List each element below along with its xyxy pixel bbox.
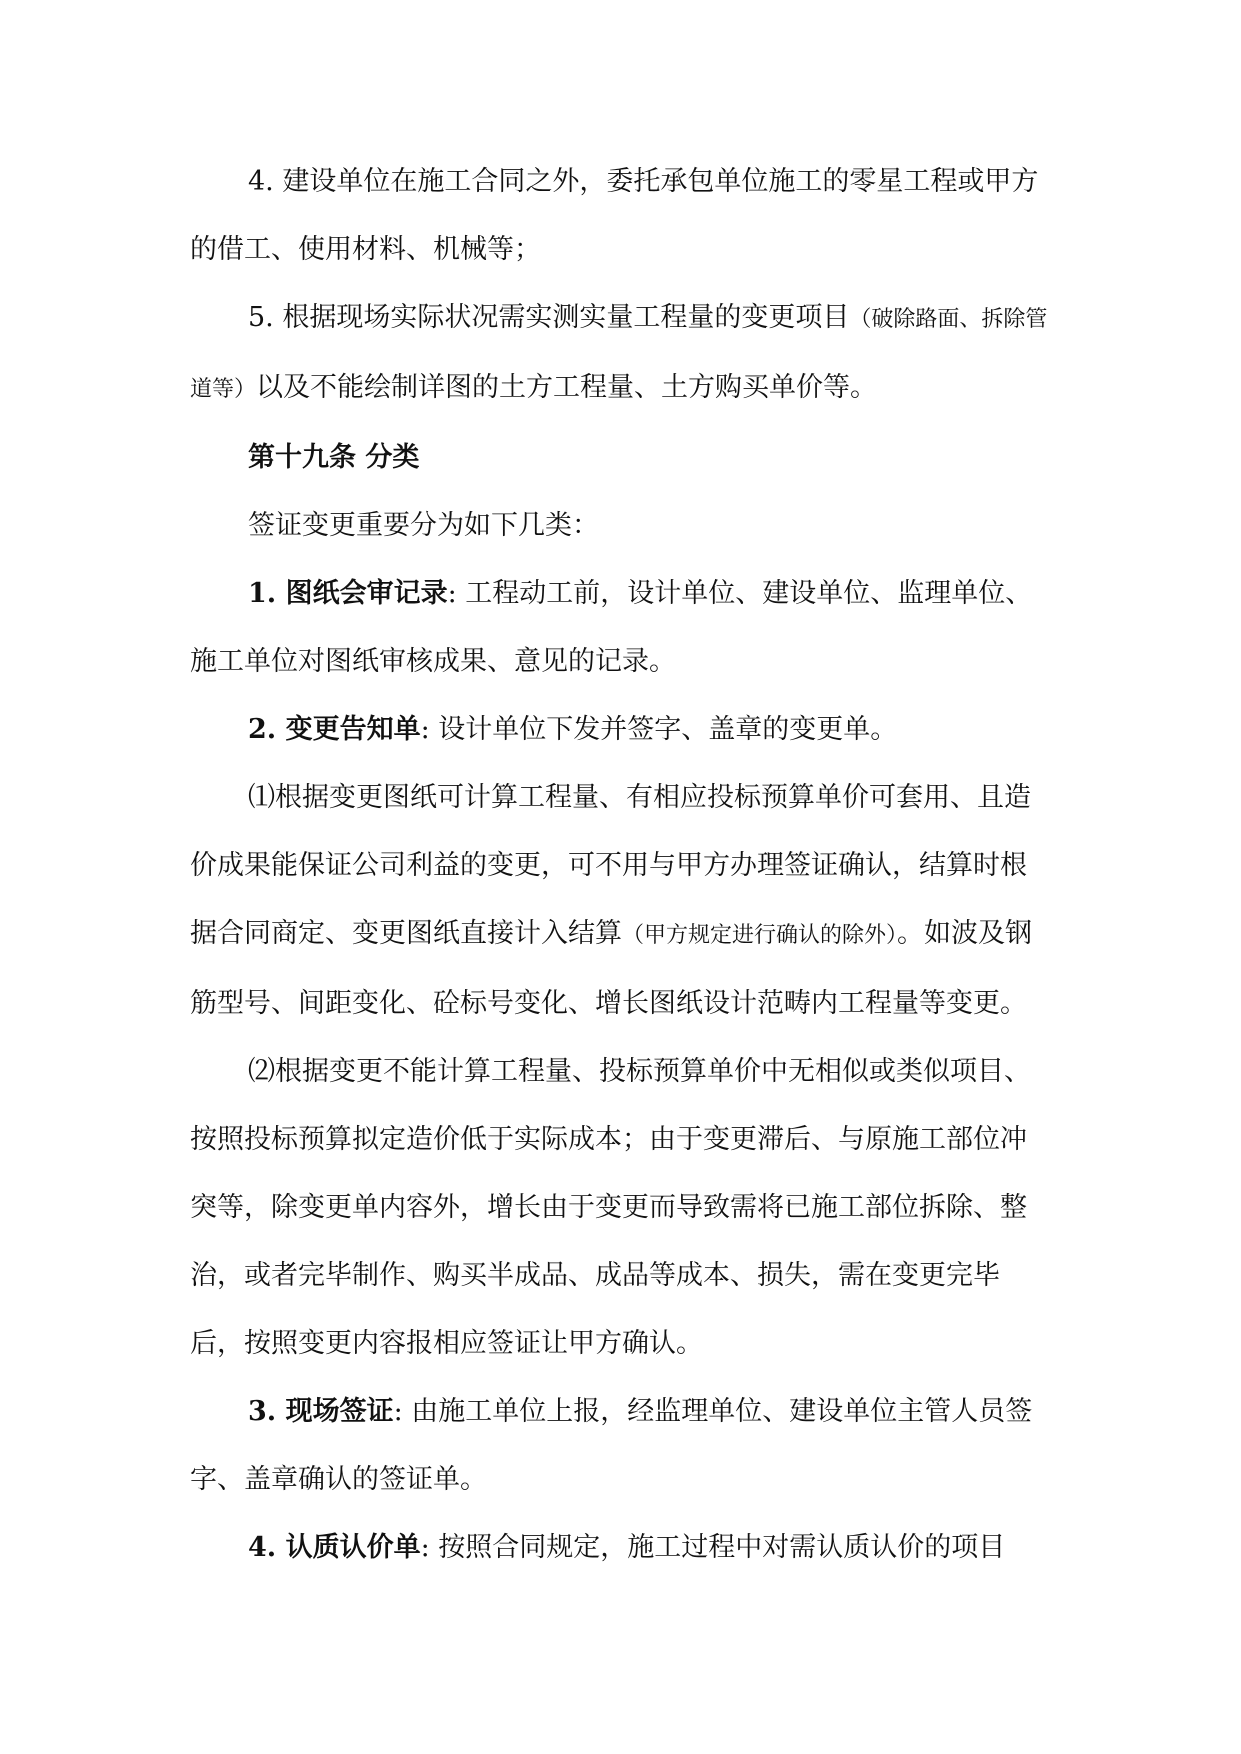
sub-item-text: ⑵根据变更不能计算工程量、投标预算单价中无相似或类似项目、按照投标预算拟定造价低于实际成本；由于变更滞后、与原施工部位冲突等，除变更单内容外，增长由于变更而导致需将已施工部位拆除、整治，或者完毕制作、购买半成品、成品等成本、损失，需在变更完毕后，按照变更内容报相应签证让甲方确认。 <box>190 1056 1031 1359</box>
category-text: : 工程动工前，设计单位、建设单位、监理单位、施工单位对图纸审核成果、意见的记录。 <box>190 578 1033 677</box>
category-label: 2. 变更告知单 <box>248 714 421 745</box>
article-heading-text: 第十九条 分类 <box>248 442 420 473</box>
intro-text: 签证变更重要分为如下几类： <box>248 510 599 541</box>
paragraph-note: （破除路面、拆除管道等） <box>190 307 1048 402</box>
sub-item-note: （甲方规定进行确认的除外） <box>622 923 898 948</box>
paragraph-text: 4. 建设单位在施工合同之外，委托承包单位施工的零星工程或甲方的借工、使用材料、机械等； <box>190 166 1039 265</box>
sub-item-text: ⑴根据变更图纸可计算工程量、有相应投标预算单价可套用、且造价成果能保证公司利益的变更，可不用与甲方办理签证确认，结算时根据合同商定、变更图纸直接计入结算 <box>190 782 1031 949</box>
category-text: : 按照合同规定，施工过程中对需认质认价的项目 <box>420 1532 1006 1563</box>
paragraph-item-4 <box>190 148 1051 284</box>
category-label: 4. 认质认价单 <box>248 1532 421 1563</box>
category-item-4 <box>190 1514 1051 1582</box>
sub-item-1 <box>190 764 1051 1038</box>
category-item-2 <box>190 696 1051 764</box>
category-text: : 设计单位下发并签字、盖章的变更单。 <box>420 714 898 745</box>
category-text: : 由施工单位上报，经监理单位、建设单位主管人员签字、盖章确认的签证单。 <box>190 1396 1033 1495</box>
category-item-3 <box>190 1378 1051 1514</box>
sub-item-text-tail: 。如波及钢筋型号、间距变化、砼标号变化、增长图纸设计范畴内工程量等变更。 <box>190 918 1033 1019</box>
intro-paragraph <box>190 492 1051 560</box>
category-label: 1. 图纸会审记录 <box>248 578 448 609</box>
article-heading <box>190 424 1051 492</box>
sub-item-2 <box>190 1038 1051 1378</box>
category-label: 3. 现场签证 <box>248 1396 394 1427</box>
category-item-1 <box>190 560 1051 696</box>
document-body <box>190 148 1051 1582</box>
paragraph-item-5 <box>190 284 1051 424</box>
paragraph-text-tail: 以及不能绘制详图的土方工程量、土方购买单价等。 <box>256 372 878 403</box>
paragraph-text: 5. 根据现场实际状况需实测实量工程量的变更项目 <box>248 302 850 333</box>
